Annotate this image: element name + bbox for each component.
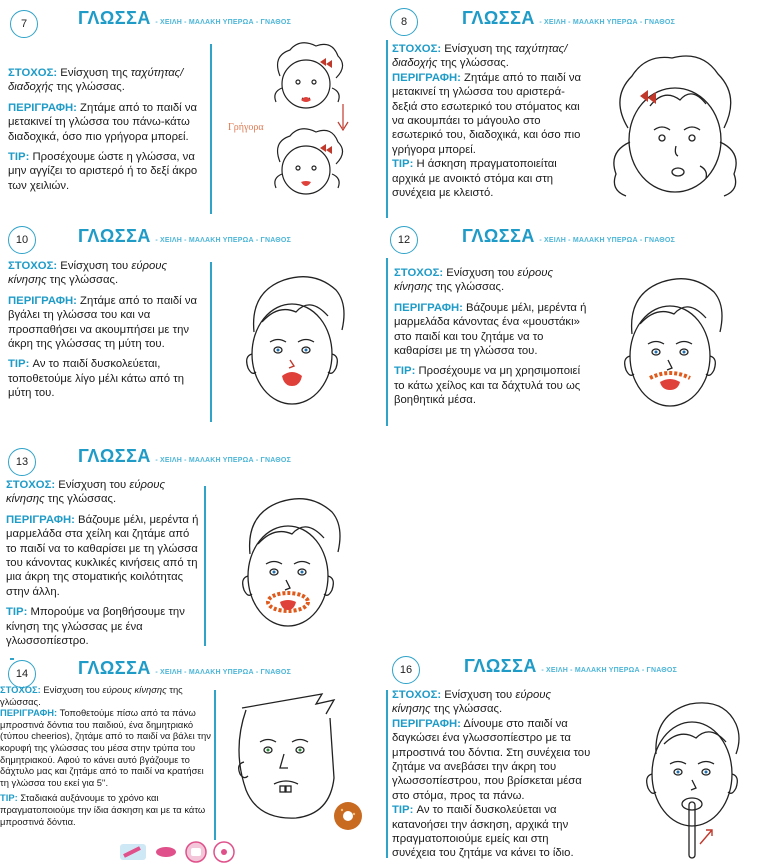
- card-text: ΣΤΟΧΟΣ: Ενίσχυση του εύρους κίνησης της γλώσσας. ΠΕΡΙΓΡΑΦΗ: Βάζουμε μέλι, μερέντα ή μαρμελάδα στα χείλη και ζητάμε από το παιδί να το καθαρίσει με τη γλώσσα του κάνοντας κυκλικές κινήσεις από τη μια άκρη της στοματικής κοιλότητας στην άλλη. TIP: Μπορούμε να βοηθήσουμε την κίνηση της γλώσσας με ένα γλωσσοπίεστρο.: [6, 479, 199, 648]
- boy-tongue-depressor-illustration: [636, 694, 756, 862]
- card-number: 12: [390, 226, 418, 254]
- girl-tongue-up-down-illustration: [258, 42, 368, 220]
- card-title: ΓΛΩΣΣΑ - ΧΕΙΛΗ - ΜΑΛΑΚΗ ΥΠΕΡΩΑ - ΓΝΑΘΟΣ: [462, 8, 675, 28]
- boy-cereal-ring-illustration: [222, 688, 372, 836]
- card-title: ΓΛΩΣΣΑ - ΧΕΙΛΗ - ΜΑΛΑΚΗ ΥΠΕΡΩΑ - ΓΝΑΘΟΣ: [78, 446, 291, 466]
- card-divider: [386, 258, 388, 426]
- card-divider: [386, 40, 388, 218]
- card-number: 16: [392, 656, 420, 684]
- boy-circular-lick-illustration: [228, 484, 348, 644]
- card-number: 8: [390, 8, 418, 36]
- mouth-position-icons: [118, 840, 258, 864]
- card-text: ΣΤΟΧΟΣ: Ενίσχυση του εύρους κίνησης της γλώσσας. ΠΕΡΙΓΡΑΦΗ: Βάζουμε μέλι, μερέντα ή μαρμελάδα κάνοντας ένα «μουστάκι» στο παιδί και του ζητάμε να το καθαρίσει με τη γλώσσα του. TIP: Προσέχουμε να μη χρησιμοποιεί το κάτω χείλος και τα δάχτυλά του ως βοηθητικά μέσα.: [394, 267, 587, 407]
- card-divider: [210, 262, 212, 422]
- card-number: 14: [8, 660, 36, 688]
- card-number: 7: [10, 10, 38, 38]
- boy-honey-mustache-illustration: [610, 264, 730, 424]
- card-divider: [386, 690, 388, 858]
- card-divider: [210, 44, 212, 214]
- card-title: ΓΛΩΣΣΑ - ΧΕΙΛΗ - ΜΑΛΑΚΗ ΥΠΕΡΩΑ - ΓΝΑΘΟΣ: [462, 226, 675, 246]
- card-text: ΣΤΟΧΟΣ: Ενίσχυση του εύρους κίνησης της γλώσσας. ΠΕΡΙΓΡΑΦΗ: Δίνουμε στο παιδί να δαγκώσει ένα γλωσσοπίεστρο με τα μπροστινά του δόντια. Στη συνέχεια του ζητάμε να ανεβάσει την άκρη του γλωσσοπίεστρου, που βρίσκεται μέσα στο στόμα, προς τα πάνω. TIP: Αν το παιδί δυσκολεύεται να κατανοήσει την άσκηση, αρχικά την πραγματοποιούμε εμείς και στη συνέχεια του ζητάμε να κάνει το ίδιο.: [392, 689, 591, 860]
- card-divider: [214, 690, 216, 840]
- card-divider: [204, 486, 206, 646]
- card-text: ΣΤΟΧΟΣ: Ενίσχυση του εύρους κίνησης της γλώσσας. ΠΕΡΙΓΡΑΦΗ: Ζητάμε από το παιδί να βγάλει τη γλώσσα του και να προσπαθήσει να ακουμπήσει με την άκρη της γλώσσας τη μύτη του. TIP: Αν το παιδί δυσκολεύεται, τοποθετούμε λίγο μέλι κάτω από τη μύτη του.: [8, 260, 198, 400]
- girl-cheek-push-illustration: [600, 50, 750, 210]
- card-number: 10: [8, 226, 36, 254]
- card-text: ΣΤΟΧΟΣ: Ενίσχυση της ταχύτητας/ διαδοχής της γλώσσας. ΠΕΡΙΓΡΑΦΗ: Ζητάμε από το παιδί να μετακινεί τη γλώσσα του πάνω-κάτω διαδοχικά, όσο πιο γρήγορα μπορεί. TIP: Προσέχουμε ώστε η γλώσσα, να μην αγγίζει το αριστερό ή το δεξί άκρο των χειλιών.: [8, 67, 198, 192]
- card-title: ΓΛΩΣΣΑ - ΧΕΙΛΗ - ΜΑΛΑΚΗ ΥΠΕΡΩΑ - ΓΝΑΘΟΣ: [78, 226, 291, 246]
- card-title: ΓΛΩΣΣΑ - ΧΕΙΛΗ - ΜΑΛΑΚΗ ΥΠΕΡΩΑ - ΓΝΑΘΟΣ: [78, 658, 291, 678]
- card-corner: [10, 658, 14, 660]
- fast-label: Γρήγορα: [228, 122, 264, 133]
- card-title: ΓΛΩΣΣΑ - ΧΕΙΛΗ - ΜΑΛΑΚΗ ΥΠΕΡΩΑ - ΓΝΑΘΟΣ: [464, 656, 677, 676]
- card-number: 13: [8, 448, 36, 476]
- boy-tongue-to-nose-illustration: [232, 262, 352, 422]
- card-text: ΣΤΟΧΟΣ: Ενίσχυση του εύρους κίνησης της γλώσσας. ΠΕΡΙΓΡΑΦΗ: Τοποθετούμε πίσω από τα πάνω μπροστινά δόντια του παιδιού, ένα δημητριακό (τύπου cheerios), ζητάμε από το παιδί να βάλει την κορυφή της γλώσσας του μέσα στην τρύπα του δημητριακού. Αφού το κάνει αυτό βγάζουμε το δάχτυλο μας και ζητάμε από το παιδί να κρατήσει τη γλώσσα του εκεί για 5''. TIP: Σταδιακά αυξάνουμε το χρόνο και πραγματοποιούμε την ίδια άσκηση και με τα κάτω μπροστινά δόντια.: [0, 684, 211, 827]
- title-word: ΓΛΩΣΣΑ: [78, 8, 151, 28]
- card-title: [78, 8, 291, 29]
- card-text: ΣΤΟΧΟΣ: Ενίσχυση της ταχύτητας/ διαδοχής της γλώσσας. ΠΕΡΙΓΡΑΦΗ: Ζητάμε από το παιδί να μετακινεί τη γλώσσα του αριστερά-δεξιά στο εσωτερικό του στόματος και να ακουμπάει το μάγουλο στο εσωτερικό του, διαδοχικά, και όσο πιο γρήγορα μπορεί. TIP: Η άσκηση πραγματοποιείται αρχικά με ανοικτό στόμα και στη συνέχεια με κλειστό.: [392, 43, 582, 200]
- title-subtitle: - ΧΕΙΛΗ - ΜΑΛΑΚΗ ΥΠΕΡΩΑ - ΓΝΑΘΟΣ: [155, 19, 291, 26]
